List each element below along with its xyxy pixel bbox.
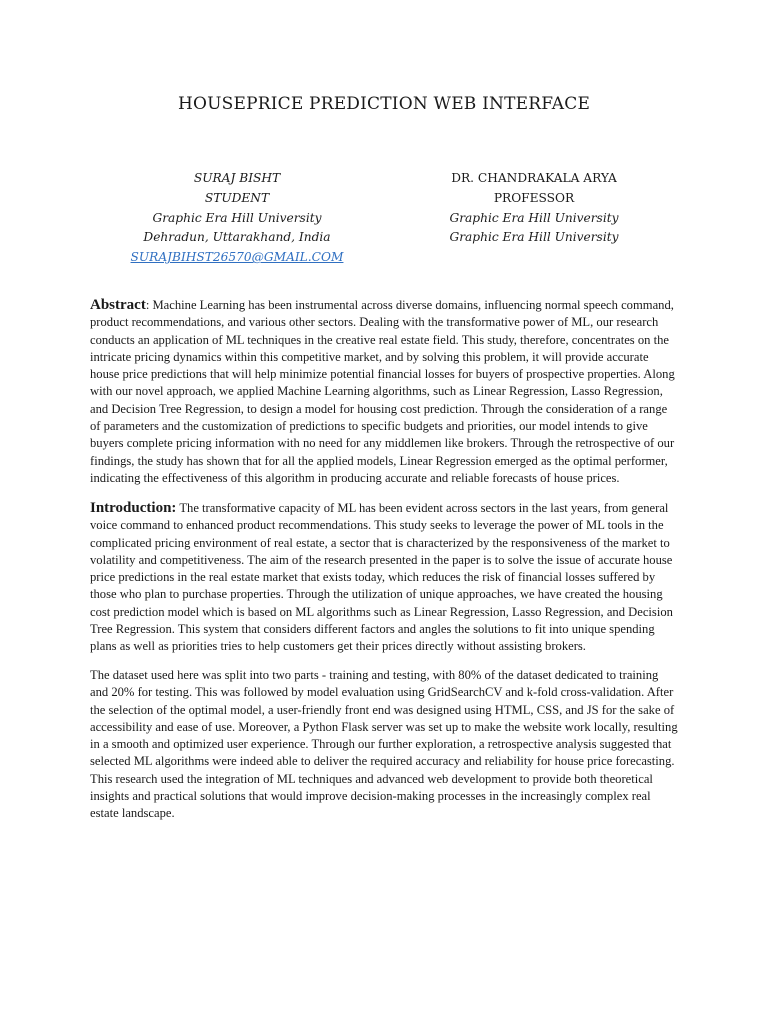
author-affiliation: Graphic Era Hill University	[449, 210, 619, 225]
abstract-text: : Machine Learning has been instrumental across diverse domains, influencing normal speech command, product recommendations, and various other sectors. Dealing with the transformative power of ML, our research conducts an application of ML techniques in the creative real estate field. This study, therefore, concentrates on the intricate pricing dynamics within this competitive market, and by solving this problem, it will provide accurate house price predictions that will help minimize potential financial losses for buyers of prospective properties. Along with our novel approach, we applied Machine Learning algorithms, such as Linear Regression, Lasso Regression, and Decision Tree Regression, to design a model for housing cost prediction. Through the consideration of a range of parameters and the customization of predictions to specific budgets and priorities, our model intends to give buyers complete pricing information with no need for any middlemen like brokers. Through the retrospective of our findings, the study has shown that for all the applied models, Linear Regression emerged as the optimal performer, indicating the effectiveness of this algorithm in producing accurate and reliable forecasts of house prices.	[90, 298, 675, 485]
author-block-1	[87, 169, 387, 268]
abstract-heading: Abstract	[90, 297, 146, 313]
abstract-paragraph	[90, 297, 678, 487]
introduction-paragraph	[90, 500, 678, 656]
author-name: SURAJ BISHT	[193, 171, 281, 185]
body-paragraph: The dataset used here was split into two parts - training and testing, with 80% of the dataset dedicated to training and 20% for testing. This was followed by model evaluation using GridSearchCV and k-fold cross-validation. After the selection of the optimal model, a user-friendly front end was designed using HTML, CSS, and JS for the sake of accessibility and ease of use. Moreover, a Python Flask server was set up to make the website work locally, resulting in a smooth and optimized user experience. Through our further exploration, a retrospective analysis suggested that selected ML algorithms were indeed able to deliver the required accuracy and reliability for house price forecasting. This research used the integration of ML techniques and advanced web development to provide both theoretical insights and practical solutions that would improve decision-making processes in the increasingly complex real estate landscape.	[90, 668, 678, 821]
introduction-heading: Introduction:	[90, 500, 177, 516]
author-location: Dehradun, Uttarakhand, India	[143, 230, 331, 245]
author-block-2	[384, 169, 684, 248]
author-email-link[interactable]: SURAJBIHST26570@GMAIL.COM	[130, 250, 344, 265]
author-location: Graphic Era Hill University	[449, 230, 619, 245]
paper-title: HOUSEPRICE PREDICTION WEB INTERFACE	[177, 94, 591, 114]
author-name: DR. CHANDRAKALA ARYA	[451, 171, 617, 185]
introduction-text: The transformative capacity of ML has been evident across sectors in the last years, from general voice command to enhanced product recommendations. This study seeks to leverage the power of ML tools in the complicated pricing environment of real estate, a sector that is characterized by the responsiveness of the market to volatility and competitiveness. The aim of the research presented in the paper is to solve the issue of accurate house price predictions in the real estate market that exists today, which reduces the risk of financial losses suffered by those who plan to purchase properties. Through the utilization of unique approaches, we have created the housing cost prediction model which is based on ML algorithms such as Linear Regression, Lasso Regression, and Decision Tree Regression. This system that considers different factors and angles the solutions to fit into unique spending plans as well as priorities tries to help customers get their prices directly without assisting brokers.	[90, 501, 673, 654]
author-affiliation: Graphic Era Hill University	[152, 210, 322, 225]
author-role: STUDENT	[204, 190, 270, 205]
author-role: PROFESSOR	[493, 190, 575, 205]
